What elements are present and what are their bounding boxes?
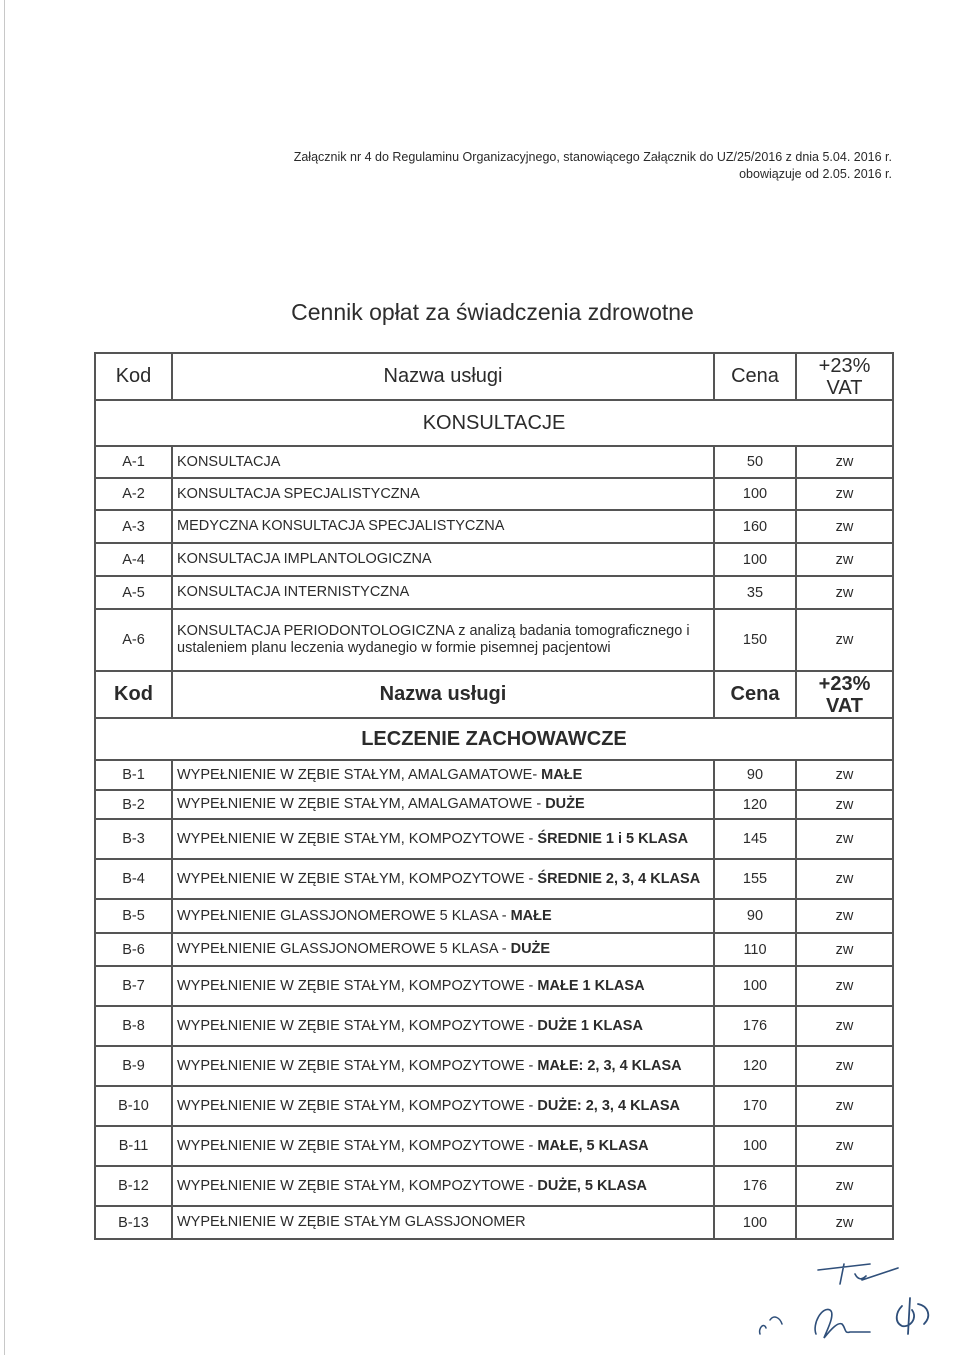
row-code: A-6 bbox=[95, 609, 172, 671]
row-price: 176 bbox=[714, 1166, 796, 1206]
row-price: 35 bbox=[714, 576, 796, 609]
row-code: B-3 bbox=[95, 819, 172, 859]
table-row bbox=[95, 1006, 893, 1046]
row-code: A-4 bbox=[95, 543, 172, 576]
row-service-name bbox=[172, 1006, 714, 1046]
header-vat-line2: VAT bbox=[826, 376, 863, 399]
row-vat: zw bbox=[796, 760, 893, 790]
row-price: 150 bbox=[714, 609, 796, 671]
row-service-name bbox=[172, 790, 714, 819]
table-header-row bbox=[95, 353, 893, 400]
table-row bbox=[95, 899, 893, 933]
row-price: 110 bbox=[714, 933, 796, 966]
table-row bbox=[95, 966, 893, 1006]
service-name-text: WYPEŁNIENIE W ZĘBIE STAŁYM, KOMPOZYTOWE - bbox=[177, 1177, 538, 1194]
row-code: B-2 bbox=[95, 790, 172, 819]
service-name-text: KONSULTACJA INTERNISTYCZNA bbox=[177, 584, 410, 600]
header-name: Nazwa usługi bbox=[172, 671, 714, 718]
row-service-name bbox=[172, 1046, 714, 1086]
service-name-text: WYPEŁNIENIE W ZĘBIE STAŁYM, KOMPOZYTOWE - bbox=[177, 1097, 538, 1114]
service-name-text: KONSULTACJA IMPLANTOLOGICZNA bbox=[177, 551, 432, 567]
service-name-text: WYPEŁNIENIE W ZĘBIE STAŁYM, KOMPOZYTOWE - bbox=[177, 1137, 538, 1154]
service-name-text: KONSULTACJA bbox=[177, 453, 281, 470]
service-name-emphasis: MAŁE bbox=[510, 907, 552, 924]
row-service-name bbox=[172, 576, 714, 609]
table-row bbox=[95, 859, 893, 899]
section-title: KONSULTACJE bbox=[95, 400, 893, 446]
row-code: B-9 bbox=[95, 1046, 172, 1086]
row-price: 170 bbox=[714, 1086, 796, 1126]
row-code: B-11 bbox=[95, 1126, 172, 1166]
row-vat: zw bbox=[796, 859, 893, 899]
row-vat: zw bbox=[796, 790, 893, 819]
row-vat: zw bbox=[796, 576, 893, 609]
table-row bbox=[95, 1206, 893, 1239]
document-title: Cennik opłat za świadczenia zdrowotne bbox=[291, 299, 694, 325]
header-vat-line1: +23% bbox=[818, 672, 871, 695]
service-name-emphasis: DUŻE bbox=[545, 796, 585, 812]
row-vat: zw bbox=[796, 1206, 893, 1239]
service-name-text: WYPEŁNIENIE W ZĘBIE STAŁYM, AMALGAMATOWE- bbox=[177, 766, 542, 783]
header-code: Kod bbox=[95, 671, 172, 718]
section-row-leczenie bbox=[95, 718, 893, 760]
row-vat: zw bbox=[796, 1006, 893, 1046]
row-vat: zw bbox=[796, 1046, 893, 1086]
row-service-name bbox=[172, 966, 714, 1006]
row-code: B-7 bbox=[95, 966, 172, 1006]
section-row-konsultacje bbox=[95, 400, 893, 446]
row-price: 120 bbox=[714, 1046, 796, 1086]
row-service-name bbox=[172, 1086, 714, 1126]
row-service-name bbox=[172, 1166, 714, 1206]
row-code: A-2 bbox=[95, 478, 172, 510]
service-name-text: WYPEŁNIENIE GLASSJONOMEROWE 5 KLASA - bbox=[177, 941, 511, 957]
table-row bbox=[95, 1086, 893, 1126]
row-price: 100 bbox=[714, 966, 796, 1006]
header-name: Nazwa usługi bbox=[172, 353, 714, 400]
table-row bbox=[95, 1166, 893, 1206]
row-vat: zw bbox=[796, 478, 893, 510]
row-price: 50 bbox=[714, 446, 796, 478]
header-code: Kod bbox=[95, 353, 172, 400]
row-service-name bbox=[172, 819, 714, 859]
signature-handwritten bbox=[752, 1288, 942, 1348]
row-code: B-4 bbox=[95, 859, 172, 899]
table-row bbox=[95, 510, 893, 543]
service-name-text: MEDYCZNA KONSULTACJA SPECJALISTYCZNA bbox=[177, 518, 505, 534]
row-price: 145 bbox=[714, 819, 796, 859]
service-name-text: KONSULTACJA SPECJALISTYCZNA bbox=[177, 485, 420, 502]
section-title: LECZENIE ZACHOWAWCZE bbox=[95, 718, 893, 760]
row-price: 155 bbox=[714, 859, 796, 899]
header-note bbox=[294, 149, 892, 183]
row-vat: zw bbox=[796, 543, 893, 576]
table-row bbox=[95, 790, 893, 819]
row-service-name bbox=[172, 478, 714, 510]
row-vat: zw bbox=[796, 510, 893, 543]
row-price: 90 bbox=[714, 899, 796, 933]
row-price: 90 bbox=[714, 760, 796, 790]
header-note-line2: obowiązuje od 2.05. 2016 r. bbox=[739, 167, 892, 181]
row-code: B-8 bbox=[95, 1006, 172, 1046]
page-edge-line bbox=[4, 0, 5, 1355]
service-name-text: WYPEŁNIENIE W ZĘBIE STAŁYM, KOMPOZYTOWE - bbox=[177, 977, 538, 994]
service-name-emphasis: MAŁE 1 KLASA bbox=[537, 977, 645, 994]
table-row bbox=[95, 543, 893, 576]
table-row bbox=[95, 478, 893, 510]
header-price: Cena bbox=[714, 671, 796, 718]
row-code: B-5 bbox=[95, 899, 172, 933]
header-vat-line1: +23% bbox=[818, 354, 871, 377]
row-service-name bbox=[172, 446, 714, 478]
row-service-name bbox=[172, 1126, 714, 1166]
row-service-name bbox=[172, 859, 714, 899]
service-name-text: WYPEŁNIENIE W ZĘBIE STAŁYM, KOMPOZYTOWE - bbox=[177, 830, 538, 847]
service-name-text: WYPEŁNIENIE W ZĘBIE STAŁYM, KOMPOZYTOWE - bbox=[177, 1017, 538, 1034]
header-vat-line2: VAT bbox=[825, 694, 864, 717]
table-row bbox=[95, 1126, 893, 1166]
table-header-row-repeat bbox=[95, 671, 893, 718]
table-row bbox=[95, 933, 893, 966]
service-name-emphasis: DUŻE 1 KLASA bbox=[537, 1017, 643, 1034]
row-vat: zw bbox=[796, 1086, 893, 1126]
row-price: 160 bbox=[714, 510, 796, 543]
table-row bbox=[95, 760, 893, 790]
service-name-emphasis: DUŻE bbox=[510, 941, 551, 957]
row-price: 100 bbox=[714, 478, 796, 510]
row-price: 100 bbox=[714, 1206, 796, 1239]
row-service-name bbox=[172, 760, 714, 790]
price-table bbox=[94, 352, 894, 1240]
service-name-emphasis: MAŁE, 5 KLASA bbox=[537, 1137, 649, 1154]
service-name-text: KONSULTACJA PERIODONTOLOGICZNA z analizą badania tomograficznego i ustaleniem planu leczenia wydanegio w formie pisemnej pacjentowi bbox=[177, 623, 690, 656]
row-vat: zw bbox=[796, 609, 893, 671]
service-name-emphasis: MAŁE bbox=[541, 766, 583, 783]
table-row bbox=[95, 576, 893, 609]
row-service-name bbox=[172, 510, 714, 543]
row-service-name bbox=[172, 543, 714, 576]
row-price: 100 bbox=[714, 543, 796, 576]
header-note-line1: Załącznik nr 4 do Regulaminu Organizacyjnego, stanowiącego Załącznik do UZ/25/2016 z dnia 5.04. 2016 r. bbox=[293, 150, 892, 164]
row-code: A-3 bbox=[95, 510, 172, 543]
row-vat: zw bbox=[796, 819, 893, 859]
row-price: 176 bbox=[714, 1006, 796, 1046]
row-code: A-1 bbox=[95, 446, 172, 478]
service-name-emphasis: ŚREDNIE 2, 3, 4 KLASA bbox=[537, 870, 701, 887]
row-vat: zw bbox=[796, 966, 893, 1006]
header-vat bbox=[796, 671, 893, 718]
row-price: 100 bbox=[714, 1126, 796, 1166]
service-name-emphasis: ŚREDNIE 1 i 5 KLASA bbox=[537, 830, 689, 847]
row-code: B-12 bbox=[95, 1166, 172, 1206]
row-code: B-13 bbox=[95, 1206, 172, 1239]
row-vat: zw bbox=[796, 933, 893, 966]
signature-initials-top bbox=[800, 1250, 910, 1290]
row-vat: zw bbox=[796, 899, 893, 933]
row-code: B-6 bbox=[95, 933, 172, 966]
table-row bbox=[95, 819, 893, 859]
service-name-text: WYPEŁNIENIE W ZĘBIE STAŁYM, KOMPOZYTOWE - bbox=[177, 1057, 538, 1074]
row-code: B-1 bbox=[95, 760, 172, 790]
header-vat bbox=[796, 353, 893, 400]
service-name-text: WYPEŁNIENIE W ZĘBIE STAŁYM, KOMPOZYTOWE - bbox=[177, 870, 538, 887]
row-service-name bbox=[172, 609, 714, 671]
table-row bbox=[95, 446, 893, 478]
row-service-name bbox=[172, 1206, 714, 1239]
service-name-text: WYPEŁNIENIE W ZĘBIE STAŁYM, AMALGAMATOWE - bbox=[177, 796, 546, 812]
table-row bbox=[95, 1046, 893, 1086]
row-code: A-5 bbox=[95, 576, 172, 609]
service-name-emphasis: DUŻE: 2, 3, 4 KLASA bbox=[537, 1097, 681, 1114]
header-price: Cena bbox=[714, 353, 796, 400]
service-name-text: WYPEŁNIENIE GLASSJONOMEROWE 5 KLASA - bbox=[177, 907, 511, 924]
row-code: B-10 bbox=[95, 1086, 172, 1126]
row-vat: zw bbox=[796, 1126, 893, 1166]
service-name-emphasis: MAŁE: 2, 3, 4 KLASA bbox=[537, 1057, 682, 1074]
row-service-name bbox=[172, 933, 714, 966]
row-price: 120 bbox=[714, 790, 796, 819]
service-name-text: WYPEŁNIENIE W ZĘBIE STAŁYM GLASSJONOMER bbox=[177, 1214, 526, 1230]
row-vat: zw bbox=[796, 1166, 893, 1206]
table-row bbox=[95, 609, 893, 671]
row-vat: zw bbox=[796, 446, 893, 478]
service-name-emphasis: DUŻE, 5 KLASA bbox=[537, 1177, 647, 1194]
row-service-name bbox=[172, 899, 714, 933]
